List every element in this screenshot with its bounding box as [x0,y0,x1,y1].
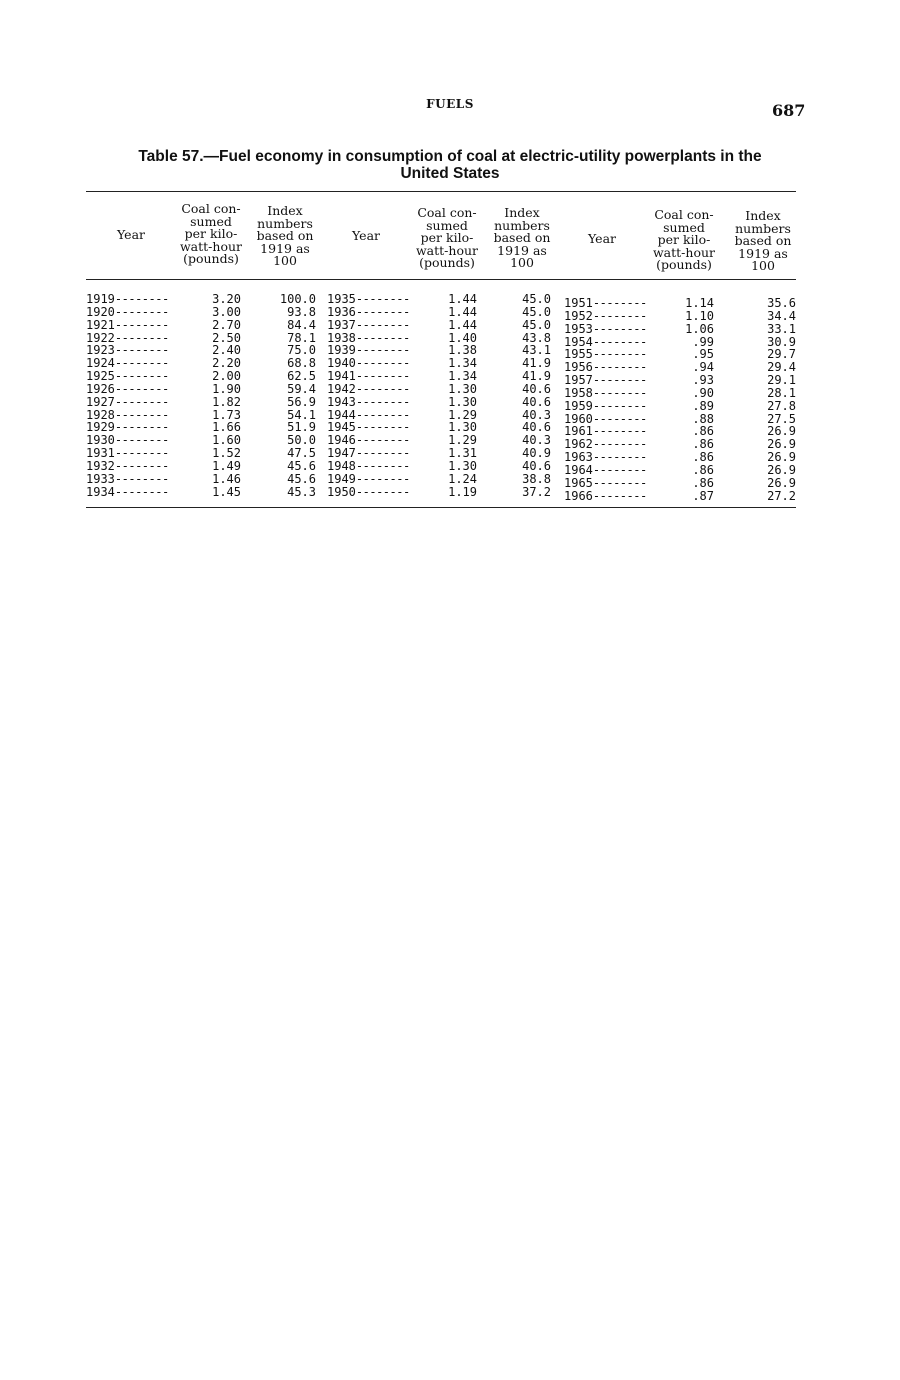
year-label: 1956 [564,360,593,375]
index-cell: 26.9 [767,475,796,490]
coal-cell: 1.24 [448,471,477,486]
leader-dots: -------- [592,424,647,439]
index-cell: 30.9 [767,334,796,349]
leader-dots: -------- [592,296,647,310]
index-cell: 40.6 [522,394,551,409]
year-label: 1930 [86,433,115,448]
index-cell: 40.3 [522,433,551,448]
index-column-header-line: numbers [494,217,550,233]
index-cell: 100.0 [279,292,316,306]
leader-dots: -------- [592,308,647,323]
year-label: 1961 [564,424,593,439]
year-label: 1964 [564,462,593,477]
leader-dots: -------- [355,407,410,422]
coal-column-header-line: per kilo- [420,230,474,245]
coal-cell: .89 [692,398,714,413]
index-cell: 29.7 [767,347,796,362]
year-column-header [86,229,176,242]
year-label: 1954 [564,334,593,349]
table-title [100,148,800,182]
year-label: 1959 [564,398,593,413]
index-cell: 62.5 [287,369,316,384]
coal-cell: .86 [692,462,714,477]
year-label: 1938 [327,330,356,345]
index-column-header-line: 1919 as [260,240,310,256]
year-label: 1962 [564,437,593,452]
year-label: 1929 [86,420,115,435]
index-cell: 68.8 [287,356,316,371]
coal-column-header-line: Coal con- [181,201,241,216]
coal-cell: .99 [692,334,714,349]
table-bottom-rule [86,507,796,508]
index-cell: 26.9 [767,424,796,439]
year-label: 1922 [86,330,115,345]
leader-dots: -------- [355,446,410,461]
coal-cell: .93 [692,373,714,388]
leader-dots: -------- [592,462,647,477]
year-label: 1950 [327,484,356,499]
year-label: 1943 [327,394,356,409]
year-column-header [557,233,647,246]
index-cell: 51.9 [287,420,316,435]
coal-cell: .86 [692,424,714,439]
coal-cell: 1.73 [212,407,241,422]
index-cell: 84.4 [287,317,316,332]
index-column-header-line: based on [493,230,551,245]
coal-cell: 1.30 [448,458,477,473]
coal-cell: 1.38 [448,343,477,358]
index-cell: 27.8 [767,398,796,413]
leader-dots: -------- [592,437,647,452]
coal-cell: 1.30 [448,381,477,396]
coal-cell: 1.30 [448,420,477,435]
index-cell: 26.9 [767,462,796,477]
year-label: 1935 [327,292,356,306]
leader-dots: -------- [355,471,410,486]
coal-column-header-line: watt-hour [415,242,479,258]
index-column-header-line: 100 [510,255,534,270]
leader-dots: -------- [355,381,410,396]
year-label: 1948 [327,458,356,473]
coal-column-header-line: sumed [426,217,468,233]
table-header-rule [86,279,796,280]
year-label: 1941 [327,369,356,384]
year-label: 1966 [564,488,593,503]
coal-cell: .88 [692,411,714,426]
leader-dots: -------- [355,369,410,384]
leader-dots: -------- [114,446,169,461]
coal-cell: 2.50 [212,330,241,345]
leader-dots: -------- [114,484,169,499]
index-cell: 26.9 [767,437,796,452]
leader-dots: -------- [114,394,169,409]
coal-column [191,293,241,499]
index-cell: 40.6 [522,381,551,396]
index-cell: 45.0 [522,292,551,306]
index-cell: 38.8 [522,471,551,486]
index-cell: 50.0 [287,433,316,448]
table-title-line-1: Table 57.—Fuel economy in consumption of coal at electric-utility powerplants in the [138,148,762,165]
leader-dots: -------- [355,343,410,358]
index-cell: 29.1 [767,373,796,388]
year-label: 1932 [86,458,115,473]
coal-cell: 2.40 [212,343,241,358]
index-column-header-line: numbers [735,220,791,236]
index-cell: 45.0 [522,317,551,332]
index-cell: 56.9 [287,394,316,409]
year-label: 1925 [86,369,115,384]
coal-cell: 1.19 [448,484,477,499]
leader-dots: -------- [114,458,169,473]
year-label: 1928 [86,407,115,422]
index-column [266,293,316,499]
year-label: 1937 [327,317,356,332]
coal-column [427,293,477,499]
year-label: 1949 [327,471,356,486]
year-label: 1951 [564,296,593,310]
coal-cell: 1.30 [448,394,477,409]
year-label: 1931 [86,446,115,461]
year-label: 1944 [327,407,356,422]
coal-cell: 1.60 [212,433,241,448]
leader-dots: -------- [114,292,169,306]
year-label: 1927 [86,394,115,409]
leader-dots: -------- [355,356,410,371]
year-label: 1942 [327,381,356,396]
year-column-header [321,230,411,243]
index-cell: 33.1 [767,321,796,336]
year-label: 1923 [86,343,115,358]
index-column-header-line: numbers [257,215,313,231]
leader-dots: -------- [114,317,169,332]
coal-column-header [639,209,729,272]
coal-column [664,297,714,503]
index-cell: 29.4 [767,360,796,375]
index-column-header-line: based on [734,233,792,248]
leader-dots: -------- [592,321,647,336]
leader-dots: -------- [355,458,410,473]
coal-cell: 2.00 [212,369,241,384]
coal-cell: 1.29 [448,407,477,422]
leader-dots: -------- [114,407,169,422]
coal-cell: 1.45 [212,484,241,499]
leader-dots: -------- [355,484,410,499]
year-label: 1926 [86,381,115,396]
index-cell: 28.1 [767,385,796,400]
index-column-header-line: based on [256,228,314,243]
index-cell: 43.1 [522,343,551,358]
year-label: 1960 [564,411,593,426]
coal-column-header-line: watt-hour [652,244,716,260]
year-label: 1945 [327,420,356,435]
leader-dots: -------- [592,347,647,362]
coal-cell: 2.20 [212,356,241,371]
index-column [501,293,551,499]
index-cell: 54.1 [287,407,316,422]
year-label: 1920 [86,304,115,319]
year-label: 1919 [86,292,115,306]
year-cell [327,486,412,499]
leader-dots: -------- [592,373,647,388]
year-label: 1957 [564,373,593,388]
coal-cell: 1.34 [448,369,477,384]
index-cell: 40.3 [522,407,551,422]
leader-dots: -------- [355,292,410,306]
coal-cell: 3.00 [212,304,241,319]
leader-dots: -------- [355,420,410,435]
index-column [746,297,796,503]
index-cell: 34.4 [767,308,796,323]
index-column-header-line: 1919 as [738,245,788,261]
leader-dots: -------- [114,471,169,486]
coal-cell: 1.44 [448,317,477,332]
coal-column-header-line: Coal con- [417,205,477,220]
year-column [86,293,176,499]
index-cell: 45.6 [287,471,316,486]
index-cell: 93.8 [287,304,316,319]
leader-dots: -------- [114,433,169,448]
coal-column-header-line: watt-hour [179,238,243,254]
year-label: 1963 [564,450,593,465]
leader-dots: -------- [114,330,169,345]
leader-dots: -------- [355,394,410,409]
coal-column-header-line: sumed [663,219,705,235]
index-cell: 41.9 [522,356,551,371]
index-column-header [477,207,567,270]
leader-dots: -------- [355,330,410,345]
leader-dots: -------- [592,360,647,375]
index-cell: 41.9 [522,369,551,384]
year-column [327,293,412,499]
index-cell: 59.4 [287,381,316,396]
coal-cell: .86 [692,475,714,490]
coal-cell: .94 [692,360,714,375]
index-cell: 45.0 [522,304,551,319]
leader-dots: -------- [592,334,647,349]
year-cell [86,486,176,499]
index-column-header-line: Index [504,205,540,220]
coal-column-header-line: per kilo- [184,226,238,241]
leader-dots: -------- [355,304,410,319]
year-column-header-line: Year [588,231,616,246]
index-cell: 40.6 [522,420,551,435]
page-number: 687 [772,101,806,120]
year-label: 1934 [86,484,115,499]
year-label: 1921 [86,317,115,332]
coal-cell: 1.46 [212,471,241,486]
year-label: 1947 [327,446,356,461]
leader-dots: -------- [114,356,169,371]
coal-cell: 1.82 [212,394,241,409]
index-cell: 37.2 [522,484,551,499]
coal-cell: 1.49 [212,458,241,473]
coal-cell: 1.06 [685,321,714,336]
coal-cell: .86 [692,450,714,465]
leader-dots: -------- [592,450,647,465]
index-cell: 26.9 [767,450,796,465]
running-head: FUELS [426,97,474,111]
index-cell: 45.6 [287,458,316,473]
year-label: 1955 [564,347,593,362]
index-cell: 40.9 [522,446,551,461]
leader-dots: -------- [592,411,647,426]
coal-cell: .86 [692,437,714,452]
index-cell: 47.5 [287,446,316,461]
index-cell: 35.6 [767,296,796,310]
leader-dots: -------- [592,488,647,503]
coal-cell: .87 [692,488,714,503]
index-cell: 45.3 [287,484,316,499]
index-column-header-line: 100 [751,258,775,273]
coal-column-header-line: Coal con- [654,207,714,222]
year-label: 1946 [327,433,356,448]
coal-column-header-line: (pounds) [419,255,475,270]
index-column-header-line: 1919 as [497,242,547,258]
index-cell: 78.1 [287,330,316,345]
year-label: 1952 [564,308,593,323]
year-column [564,297,650,503]
year-label: 1965 [564,475,593,490]
index-cell: 40.6 [522,458,551,473]
year-label: 1924 [86,356,115,371]
coal-cell: 2.70 [212,317,241,332]
year-column-header-line: Year [352,228,380,243]
leader-dots: -------- [114,420,169,435]
index-cell: 27.2 [767,488,796,503]
coal-cell: 1.31 [448,446,477,461]
leader-dots: -------- [592,475,647,490]
coal-cell: 1.66 [212,420,241,435]
year-cell [564,490,650,503]
leader-dots: -------- [114,369,169,384]
leader-dots: -------- [114,343,169,358]
leader-dots: -------- [114,381,169,396]
index-cell: 27.5 [767,411,796,426]
year-label: 1939 [327,343,356,358]
year-label: 1940 [327,356,356,371]
table-title-line-2: United States [400,165,500,182]
index-cell: 75.0 [287,343,316,358]
coal-cell: 3.20 [212,292,241,306]
leader-dots: -------- [592,398,647,413]
leader-dots: -------- [355,433,410,448]
year-label: 1958 [564,385,593,400]
coal-cell: 1.44 [448,304,477,319]
leader-dots: -------- [355,317,410,332]
coal-cell: 1.52 [212,446,241,461]
leader-dots: -------- [114,304,169,319]
coal-cell: 1.34 [448,356,477,371]
coal-cell: .90 [692,385,714,400]
coal-column-header-line: sumed [190,213,232,229]
index-column-header-line: Index [745,208,781,223]
index-column-header [718,210,808,273]
year-label: 1936 [327,304,356,319]
coal-column-header-line: (pounds) [183,251,239,266]
coal-cell: 1.29 [448,433,477,448]
table-top-rule [86,191,796,192]
index-cell: 43.8 [522,330,551,345]
year-column-header-line: Year [117,227,145,242]
coal-column-header-line: (pounds) [656,257,712,272]
index-column-header-line: 100 [273,253,297,268]
leader-dots: -------- [592,385,647,400]
coal-cell: 1.90 [212,381,241,396]
coal-cell: 1.10 [685,308,714,323]
index-column-header [240,205,330,268]
year-label: 1933 [86,471,115,486]
coal-cell: 1.44 [448,292,477,306]
year-label: 1953 [564,321,593,336]
coal-column-header-line: per kilo- [657,232,711,247]
index-column-header-line: Index [267,203,303,218]
coal-cell: 1.14 [685,296,714,310]
coal-cell: .95 [692,347,714,362]
coal-cell: 1.40 [448,330,477,345]
